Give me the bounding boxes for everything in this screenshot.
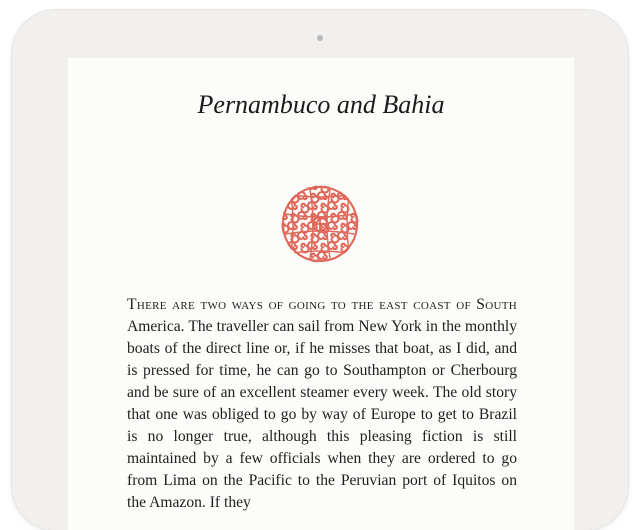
ornament-icon bbox=[280, 184, 360, 264]
tablet-frame bbox=[12, 10, 628, 530]
camera-dot bbox=[317, 35, 323, 41]
lead-in-text: There are two ways of going to the east coast of South bbox=[127, 296, 517, 313]
paragraph-text: America. The traveller can sail from New York in the monthly boats of the direct line or, if he misses that boat, as I did, and is pressed for time, he can go to Southampton or Cherbourg and be sure of an excellent steamer every week. The old story that one was obliged to go by way of Europe to get to Brazil is no longer true, although this pleasing fiction is still maintained by a few officials when they are ordered to go from Lima on the Pacific to the Peruvian port of Iquitos on the Amazon. If they bbox=[127, 318, 517, 511]
body-paragraph bbox=[127, 294, 517, 514]
chapter-title: Pernambuco and Bahia bbox=[197, 90, 445, 119]
reader-page[interactable] bbox=[68, 58, 574, 530]
